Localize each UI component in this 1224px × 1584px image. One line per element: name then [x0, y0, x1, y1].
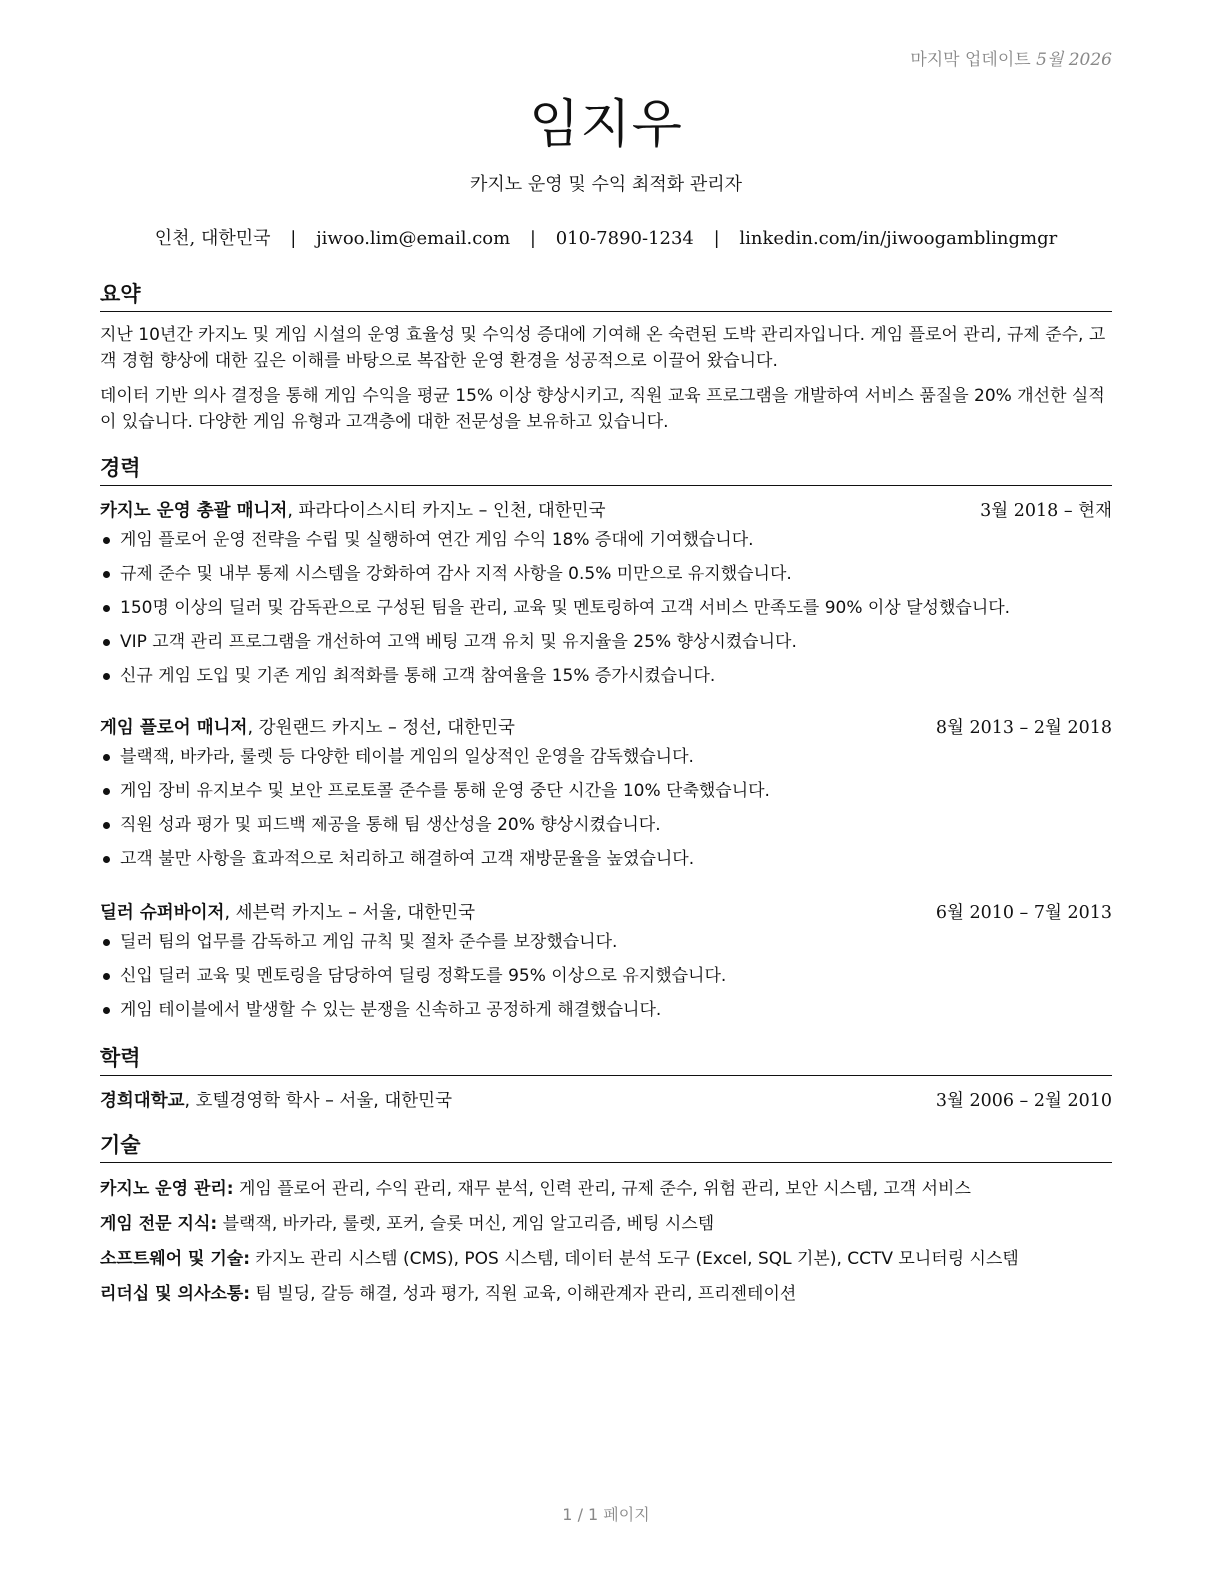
list-item: 150명 이상의 딜러 및 감독관으로 구성된 팀을 관리, 교육 및 멘토링하여 고객 서비스 만족도를 90% 이상 달성했습니다.: [100, 596, 1112, 630]
skill-row: [100, 1209, 1112, 1235]
job-header: [100, 714, 1112, 738]
skill-label: 소프트웨어 및 기술:: [100, 1249, 251, 1269]
list-item: 딜러 팀의 업무를 감독하고 게임 규칙 및 절차 준수를 보장했습니다.: [100, 930, 1112, 964]
list-item: 게임 장비 유지보수 및 보안 프로토콜 준수를 통해 운영 중단 시간을 10% 단축했습니다.: [100, 779, 1112, 813]
job-title: 딜러 슈퍼바이저: [100, 903, 225, 923]
contact-separator: |: [529, 228, 536, 249]
skill-label: 게임 전문 지식:: [100, 1214, 218, 1234]
skill-label: 카지노 운영 관리:: [100, 1179, 234, 1199]
candidate-name: 임지우: [529, 95, 683, 155]
section-title-education: 학력: [100, 1042, 1112, 1076]
job-date: 8월 2013 – 2월 2018: [935, 718, 1112, 738]
section-title-summary: 요약: [100, 278, 1112, 312]
skill-label: 리더십 및 의사소통:: [100, 1284, 251, 1304]
candidate-subtitle: 카지노 운영 및 수익 최적화 관리자: [469, 174, 743, 195]
section-title-skills: 기술: [100, 1129, 1112, 1163]
list-item: 규제 준수 및 내부 통제 시스템을 강화하여 감사 지적 사항을 0.5% 미만으로 유지했습니다.: [100, 562, 1112, 596]
last-updated-label: 마지막 업데이트: [910, 50, 1031, 70]
skill-row: [100, 1174, 1112, 1200]
education-school: 경희대학교: [100, 1091, 185, 1111]
list-item: 게임 테이블에서 발생할 수 있는 분쟁을 신속하고 공정하게 해결했습니다.: [100, 998, 1112, 1032]
contact-location: 인천, 대한민국: [154, 228, 271, 249]
summary-paragraph: 데이터 기반 의사 결정을 통해 게임 수익을 평균 15% 이상 향상시키고, 직원 교육 프로그램을 개발하여 서비스 품질을 20% 개선한 실적이 있습니다. 다양한 게임 유형과 고객층에 대한 전문성을 보유하고 있습니다.: [100, 386, 1105, 432]
last-updated-year: 2026: [1068, 50, 1112, 70]
list-item: 직원 성과 평가 및 피드백 제공을 통해 팀 생산성을 20% 향상시켰습니다.: [100, 813, 1112, 847]
job-date: 3월 2018 – 현재: [980, 501, 1112, 521]
education-entry: [100, 1087, 1112, 1111]
list-item: 고객 불만 사항을 효과적으로 처리하고 해결하여 고객 재방문율을 높였습니다.: [100, 847, 1112, 881]
job-bullets: [100, 930, 1112, 1032]
job-org: , 강원랜드 카지노 – 정선, 대한민국: [247, 718, 515, 738]
skill-value: 블랙잭, 바카라, 룰렛, 포커, 슬롯 머신, 게임 알고리즘, 베팅 시스템: [217, 1214, 715, 1234]
education-detail: , 호텔경영학 학사 – 서울, 대한민국: [184, 1091, 452, 1111]
contact-separator: |: [713, 228, 720, 249]
contact-email[interactable]: jiwoo.lim@email.com: [316, 228, 511, 249]
contact-line: [100, 224, 1112, 250]
list-item: 신규 게임 도입 및 기존 게임 최적화를 통해 고객 참여율을 15% 증가시켰습니다.: [100, 664, 1112, 698]
last-updated-month: 5월: [1036, 50, 1064, 70]
job-org: , 파라다이스시티 카지노 – 인천, 대한민국: [287, 501, 606, 521]
skill-row: [100, 1279, 1112, 1305]
contact-linkedin[interactable]: linkedin.com/in/jiwoogamblingmgr: [739, 228, 1058, 249]
job-bullets: [100, 745, 1112, 881]
skill-value: 카지노 관리 시스템 (CMS), POS 시스템, 데이터 분석 도구 (Excel, SQL 기본), CCTV 모니터링 시스템: [250, 1249, 1019, 1269]
skill-value: 게임 플로어 관리, 수익 관리, 재무 분석, 인력 관리, 규제 준수, 위험 관리, 보안 시스템, 고객 서비스: [233, 1179, 971, 1199]
contact-separator: |: [290, 228, 297, 249]
last-updated: [910, 45, 1112, 70]
list-item: 신입 딜러 교육 및 멘토링을 담당하여 딜링 정확도를 95% 이상으로 유지했습니다.: [100, 964, 1112, 998]
job-date: 6월 2010 – 7월 2013: [935, 903, 1112, 923]
education-date: 3월 2006 – 2월 2010: [935, 1091, 1112, 1111]
contact-phone: 010-7890-1234: [555, 228, 694, 249]
job-header: [100, 497, 1112, 521]
job-title: 카지노 운영 총괄 매니저: [100, 501, 288, 521]
summary-paragraph: 지난 10년간 카지노 및 게임 시설의 운영 효율성 및 수익성 증대에 기여해 온 숙련된 도박 관리자입니다. 게임 플로어 관리, 규제 준수, 고객 경험 향상에 대한 깊은 이해를 바탕으로 복잡한 운영 환경을 성공적으로 이끌어 왔습니다.: [100, 325, 1106, 371]
list-item: 게임 플로어 운영 전략을 수립 및 실행하여 연간 게임 수익 18% 증대에 기여했습니다.: [100, 528, 1112, 562]
job-title: 게임 플로어 매니저: [100, 718, 248, 738]
job-header: [100, 899, 1112, 923]
job-org: , 세븐럭 카지노 – 서울, 대한민국: [224, 903, 475, 923]
resume-page: [100, 0, 1112, 1584]
job-bullets: [100, 528, 1112, 698]
skill-row: [100, 1244, 1112, 1270]
list-item: 블랙잭, 바카라, 룰렛 등 다양한 테이블 게임의 일상적인 운영을 감독했습니다.: [100, 745, 1112, 779]
section-title-experience: 경력: [100, 452, 1112, 486]
page-number: 1 / 1 페이지: [562, 1505, 650, 1524]
skill-value: 팀 빌딩, 갈등 해결, 성과 평가, 직원 교육, 이해관계자 관리, 프리젠테이션: [250, 1284, 797, 1304]
list-item: VIP 고객 관리 프로그램을 개선하여 고액 베팅 고객 유치 및 유지율을 25% 향상시켰습니다.: [100, 630, 1112, 664]
